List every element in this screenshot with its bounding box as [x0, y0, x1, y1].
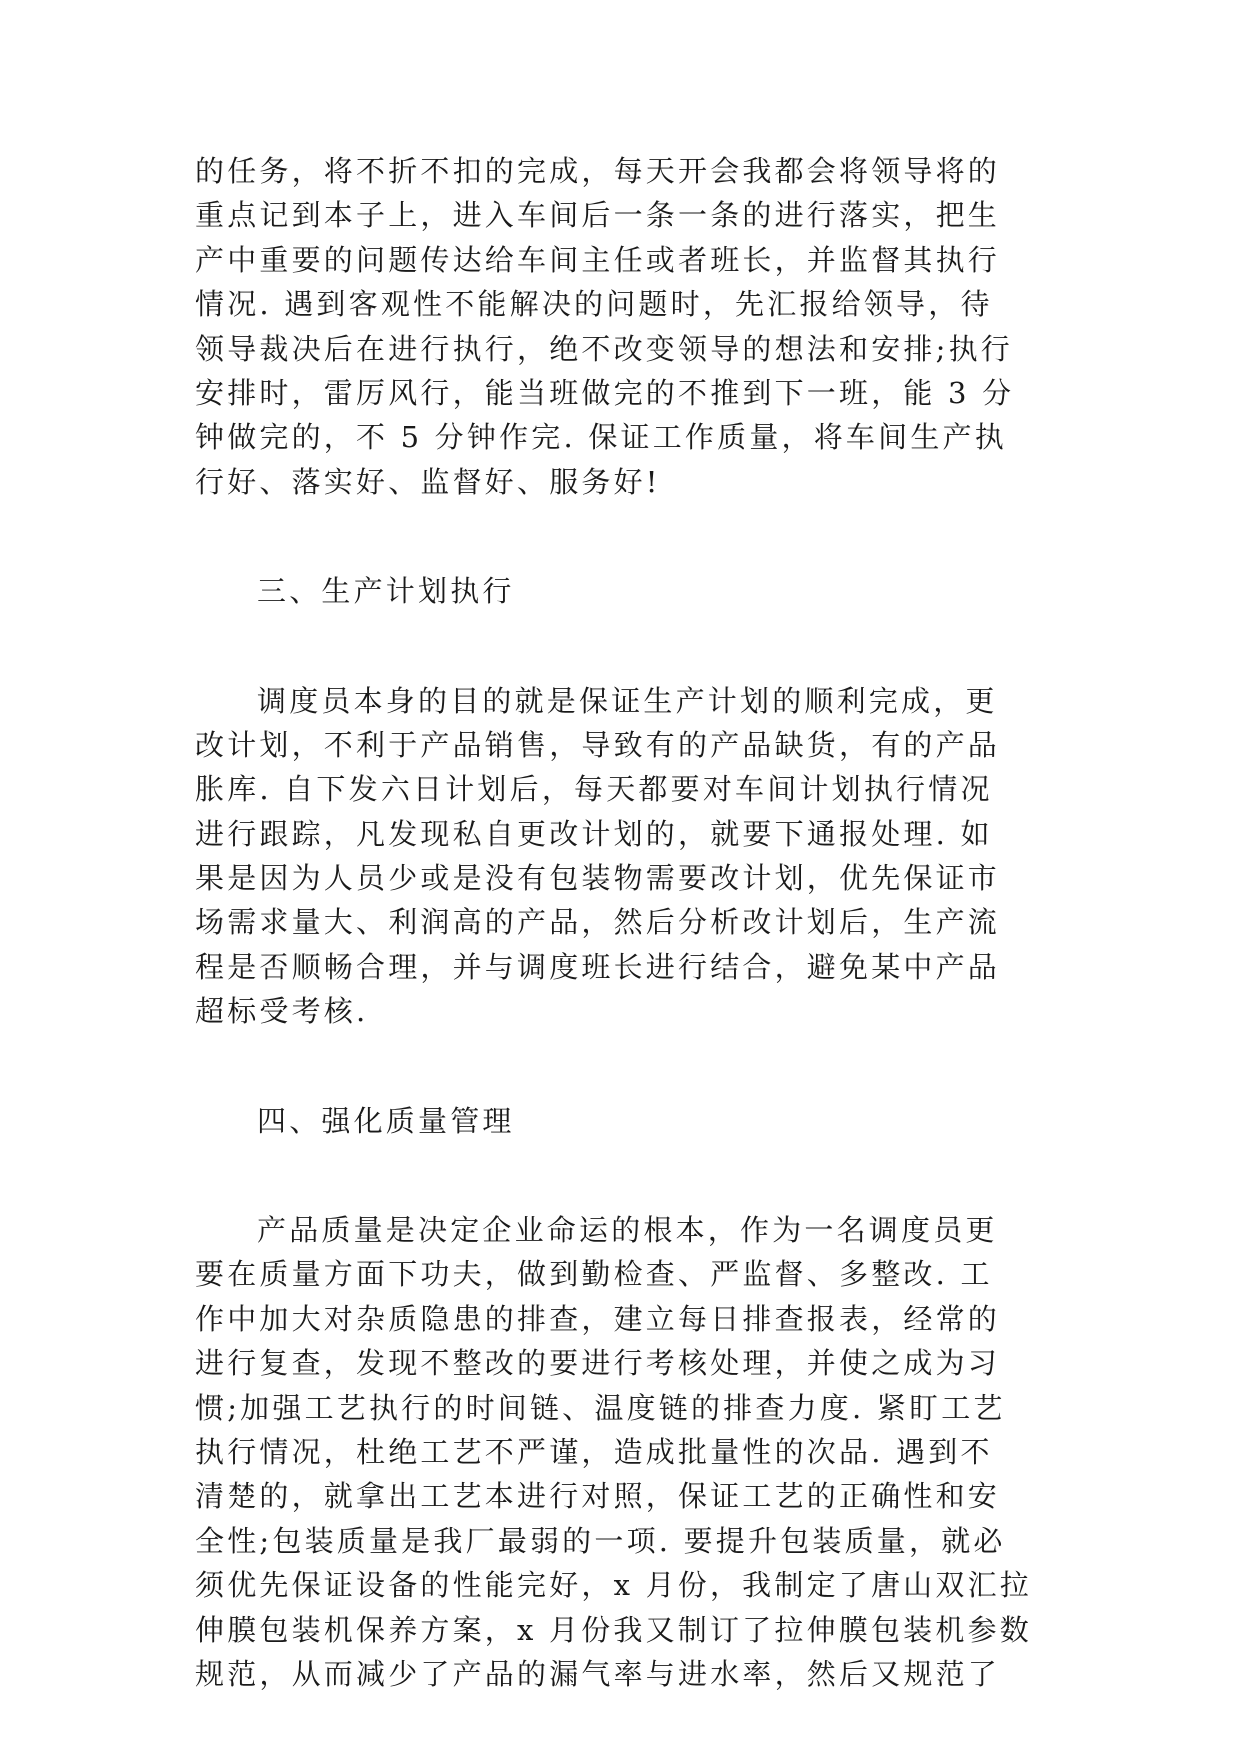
paragraph-line: 改计划，不利于产品销售，导致有的产品缺货，有的产品 [195, 727, 1001, 762]
paragraph-production-plan [195, 679, 1045, 1034]
section-spacer [195, 504, 1045, 569]
paragraph-line: 安排时，雷厉风行，能当班做完的不推到下一班，能 3 分 [195, 375, 1015, 410]
paragraph-quality-management [195, 1208, 1045, 1696]
paragraph-line: 作中加大对杂质隐患的排查，建立每日排查报表，经常的 [195, 1301, 1001, 1336]
section-heading-quality-management: 四、强化质量管理 [257, 1103, 515, 1138]
paragraph-line: 全性;包装质量是我厂最弱的一项. 要提升包装质量，就必 [195, 1523, 1006, 1558]
paragraph-line: 进行跟踪，凡发现私自更改计划的，就要下通报处理. 如 [195, 816, 993, 851]
paragraph-line: 要在质量方面下功夫，做到勤检查、严监督、多整改. 工 [195, 1257, 993, 1292]
paragraph-line: 果是因为人员少或是没有包装物需要改计划，优先保证市 [195, 861, 1001, 896]
paragraph-line: 程是否顺畅合理，并与调度班长进行结合，避免某中产品 [195, 949, 1001, 984]
document-body [195, 149, 1045, 1696]
paragraph-line: 场需求量大、利润高的产品，然后分析改计划后，生产流 [195, 905, 1001, 940]
paragraph-line: 情况. 遇到客观性不能解决的问题时，先汇报给领导，待 [195, 287, 993, 322]
paragraph-line: 调度员本身的目的就是保证生产计划的顺利完成，更 [257, 683, 998, 718]
section-spacer [195, 1143, 1045, 1208]
section-spacer [195, 614, 1045, 679]
section-spacer [195, 1034, 1045, 1099]
paragraph-line: 重点记到本子上，进入车间后一条一条的进行落实，把生 [195, 198, 1001, 233]
paragraph-line: 执行情况，杜绝工艺不严谨，造成批量性的次品. 遇到不 [195, 1434, 993, 1469]
section-heading-production-plan: 三、生产计划执行 [257, 574, 515, 609]
paragraph-line: 领导裁决后在进行执行，绝不改变领导的想法和安排;执行 [195, 331, 1013, 366]
paragraph-line: 超标受考核. [195, 994, 369, 1029]
paragraph-line: 的任务，将不折不扣的完成，每天开会我都会将领导将的 [195, 154, 1001, 188]
paragraph-line: 清楚的，就拿出工艺本进行对照，保证工艺的正确性和安 [195, 1479, 1001, 1514]
paragraph-line: 钟做完的，不 5 分钟作完. 保证工作质量，将车间生产执 [195, 420, 1007, 455]
paragraph-line: 行好、落实好、监督好、服务好! [195, 464, 661, 499]
paragraph-line: 进行复查，发现不整改的要进行考核处理，并使之成为习 [195, 1346, 1001, 1381]
paragraph-line: 胀库. 自下发六日计划后，每天都要对车间计划执行情况 [195, 772, 993, 807]
paragraph-line: 产品质量是决定企业命运的根本，作为一名调度员更 [257, 1213, 998, 1248]
paragraph-line: 产中重要的问题传达给车间主任或者班长，并监督其执行 [195, 242, 1001, 277]
paragraph-line: 须优先保证设备的性能完好，x 月份，我制定了唐山双汇拉 [195, 1568, 1032, 1603]
paragraph-tasks [195, 149, 1045, 504]
paragraph-line: 惯;加强工艺执行的时间链、温度链的排查力度. 紧盯工艺 [195, 1390, 1006, 1425]
paragraph-line: 伸膜包装机保养方案，x 月份我又制订了拉伸膜包装机参数 [195, 1612, 1032, 1647]
paragraph-line: 规范，从而减少了产品的漏气率与进水率，然后又规范了 [195, 1656, 1001, 1691]
